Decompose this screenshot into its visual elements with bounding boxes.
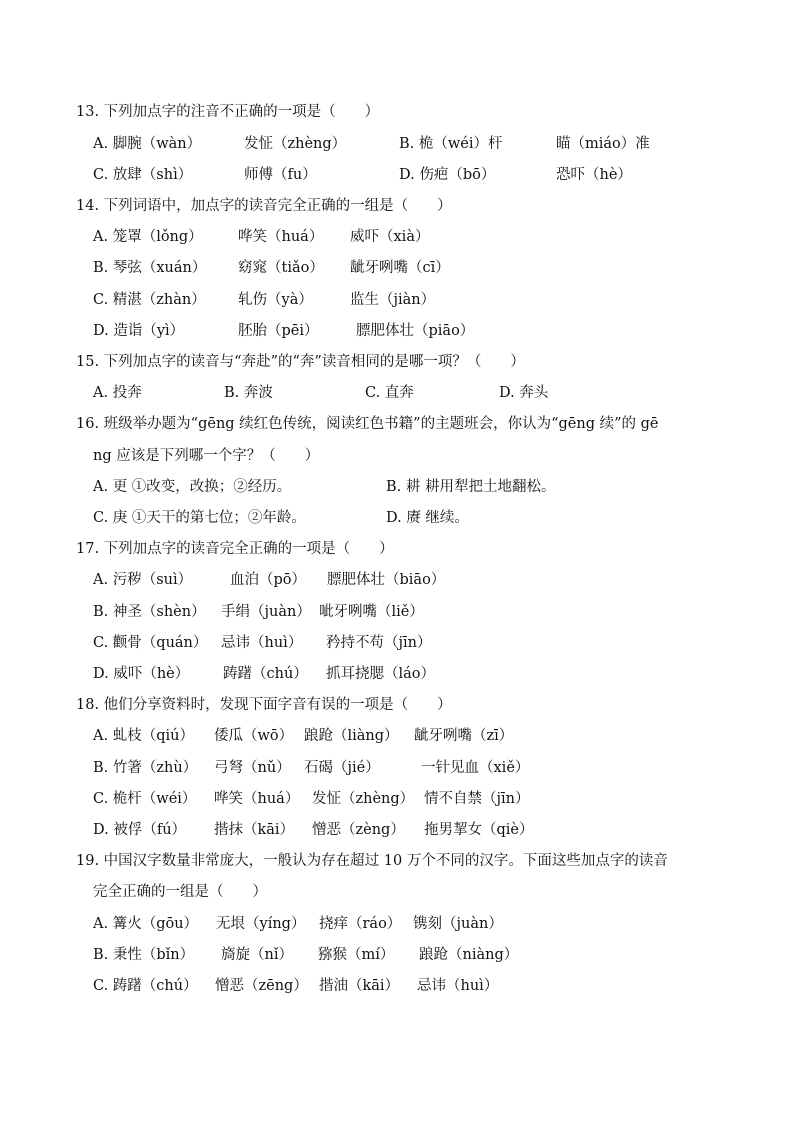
option-a: A. 更 ①改变，改换；②经历。 [93, 479, 292, 495]
question-18-stem: 18. 他们分享资料时，发现下面字音有误的一项是（ ） [76, 697, 452, 713]
option-d-word-2: 恐吓（hè） [556, 167, 632, 183]
option-c: C. 庚 ①天干的第七位；②年龄。 [93, 510, 306, 526]
question-13-stem: 13. 下列加点字的注音不正确的一项是（ ） [76, 104, 380, 120]
option-b: B. 神圣（shèn） [93, 604, 206, 620]
question-19-stem: 19. 中国汉字数量非常庞大，一般认为存在超过 10 万个不同的汉字。下面这些加点字的读音 [76, 853, 668, 869]
option-c-word-2: 憎恶（zēng） [215, 978, 308, 994]
option-d: D. 被俘（fú） [93, 822, 187, 838]
option-a-word-2: 哗笑（huá） [238, 229, 324, 245]
option-b-word-2: 旖旋（nǐ） [221, 947, 293, 963]
option-a-word-4: 镌刻（juàn） [413, 916, 503, 932]
option-a-word-4: 龇牙咧嘴（zī） [414, 728, 514, 744]
option-a: A. 投奔 [93, 385, 142, 401]
option-c: C. 颧骨（quán） [93, 635, 208, 651]
question-16-stem-continued: ng 应该是下列哪一个字？（ ） [93, 448, 320, 464]
option-c-word-3: 发怔（zhèng） [312, 791, 415, 807]
option-d-word-2: 胚胎（pēi） [238, 323, 319, 339]
option-b-word-3: 呲牙咧嘴（liě） [319, 604, 424, 620]
option-d: D. 奔头 [499, 385, 549, 401]
option-a-word-3: 膘肥体壮（biāo） [327, 572, 446, 588]
question-19-stem-continued: 完全正确的一组是（ ） [93, 884, 267, 900]
question-16-stem: 16. 班级举办题为“gēng 续红色传统，阅读红色书籍”的主题班会，你认为“gēng 续”的 gē [76, 416, 659, 432]
option-b-word-2: 窈窕（tiǎo） [238, 260, 324, 276]
option-b-word-4: 踉跄（niàng） [419, 947, 519, 963]
option-c: C. 桅杆（wéi） [93, 791, 197, 807]
option-a: A. 污秽（suì） [93, 572, 193, 588]
option-d-word-3: 憎恶（zèng） [312, 822, 405, 838]
question-17-stem: 17. 下列加点字的读音完全正确的一项是（ ） [76, 541, 394, 557]
option-d-word-3: 抓耳挠腮（láo） [326, 666, 436, 682]
option-c-word-2: 哗笑（huá） [214, 791, 300, 807]
option-c-word-2: 师傅（fu） [244, 167, 317, 183]
option-b-word-2: 弓弩（nǔ） [214, 760, 291, 776]
option-a: A. 虬枝（qiú） [93, 728, 194, 744]
option-d-word-4: 拖男挈女（qiè） [424, 822, 534, 838]
option-b-word-3: 猕猴（mí） [318, 947, 395, 963]
option-b: B. 秉性（bǐn） [93, 947, 195, 963]
option-d: D. 威吓（hè） [93, 666, 190, 682]
option-b-word-3: 石碣（jié） [304, 760, 380, 776]
option-a: A. 篝火（gōu） [93, 916, 199, 932]
option-c: C. 精湛（zhàn） [93, 292, 206, 308]
option-a-word-2: 血泊（pō） [230, 572, 307, 588]
option-c: C. 放肆（shì） [93, 167, 193, 183]
option-c-word-2: 轧伤（yà） [238, 292, 313, 308]
option-b-word-2: 瞄（miáo）准 [556, 136, 650, 152]
option-d: D. 伤疤（bō） [399, 167, 496, 183]
option-d: D. 赓 继续。 [386, 510, 469, 526]
option-c: C. 直奔 [365, 385, 414, 401]
option-b: B. 耕 耕用犁把土地翻松。 [386, 479, 556, 495]
option-b-word-3: 龇牙咧嘴（cī） [350, 260, 450, 276]
option-d-word-2: 揩抹（kāi） [214, 822, 295, 838]
question-15-stem: 15. 下列加点字的读音与“奔赴”的“奔”读音相同的是哪一项？（ ） [76, 354, 525, 370]
option-c-word-3: 揩油（kāi） [319, 978, 400, 994]
question-14-stem: 14. 下列词语中，加点字的读音完全正确的一组是（ ） [76, 198, 452, 214]
option-a-word-2: 无垠（yíng） [216, 916, 306, 932]
option-c: C. 踌躇（chú） [93, 978, 198, 994]
option-d: D. 造诣（yì） [93, 323, 185, 339]
option-a-word-3: 威吓（xià） [350, 229, 430, 245]
option-a-word-3: 挠痒（ráo） [319, 916, 402, 932]
option-a-word-2: 发怔（zhèng） [244, 136, 347, 152]
option-d-word-3: 膘肥体壮（piāo） [356, 323, 475, 339]
option-b-word-2: 手绢（juàn） [221, 604, 311, 620]
option-b: B. 竹箸（zhù） [93, 760, 198, 776]
option-a: A. 脚腕（wàn） [93, 136, 202, 152]
option-a-word-2: 倭瓜（wō） [214, 728, 294, 744]
option-b: B. 桅（wéi）杆 [399, 136, 503, 152]
option-b: B. 奔波 [224, 385, 273, 401]
option-b-word-4: 一针见血（xiě） [421, 760, 530, 776]
option-d-word-2: 踌躇（chú） [223, 666, 308, 682]
option-a-word-3: 踉跄（liàng） [304, 728, 399, 744]
option-c-word-4: 情不自禁（jīn） [424, 791, 530, 807]
option-c-word-2: 忌讳（huì） [221, 635, 303, 651]
option-c-word-3: 矜持不苟（jīn） [326, 635, 432, 651]
option-c-word-4: 忌讳（huì） [417, 978, 499, 994]
option-a: A. 笼罩（lǒng） [93, 229, 203, 245]
option-c-word-3: 监生（jiàn） [350, 292, 436, 308]
option-b: B. 琴弦（xuán） [93, 260, 207, 276]
